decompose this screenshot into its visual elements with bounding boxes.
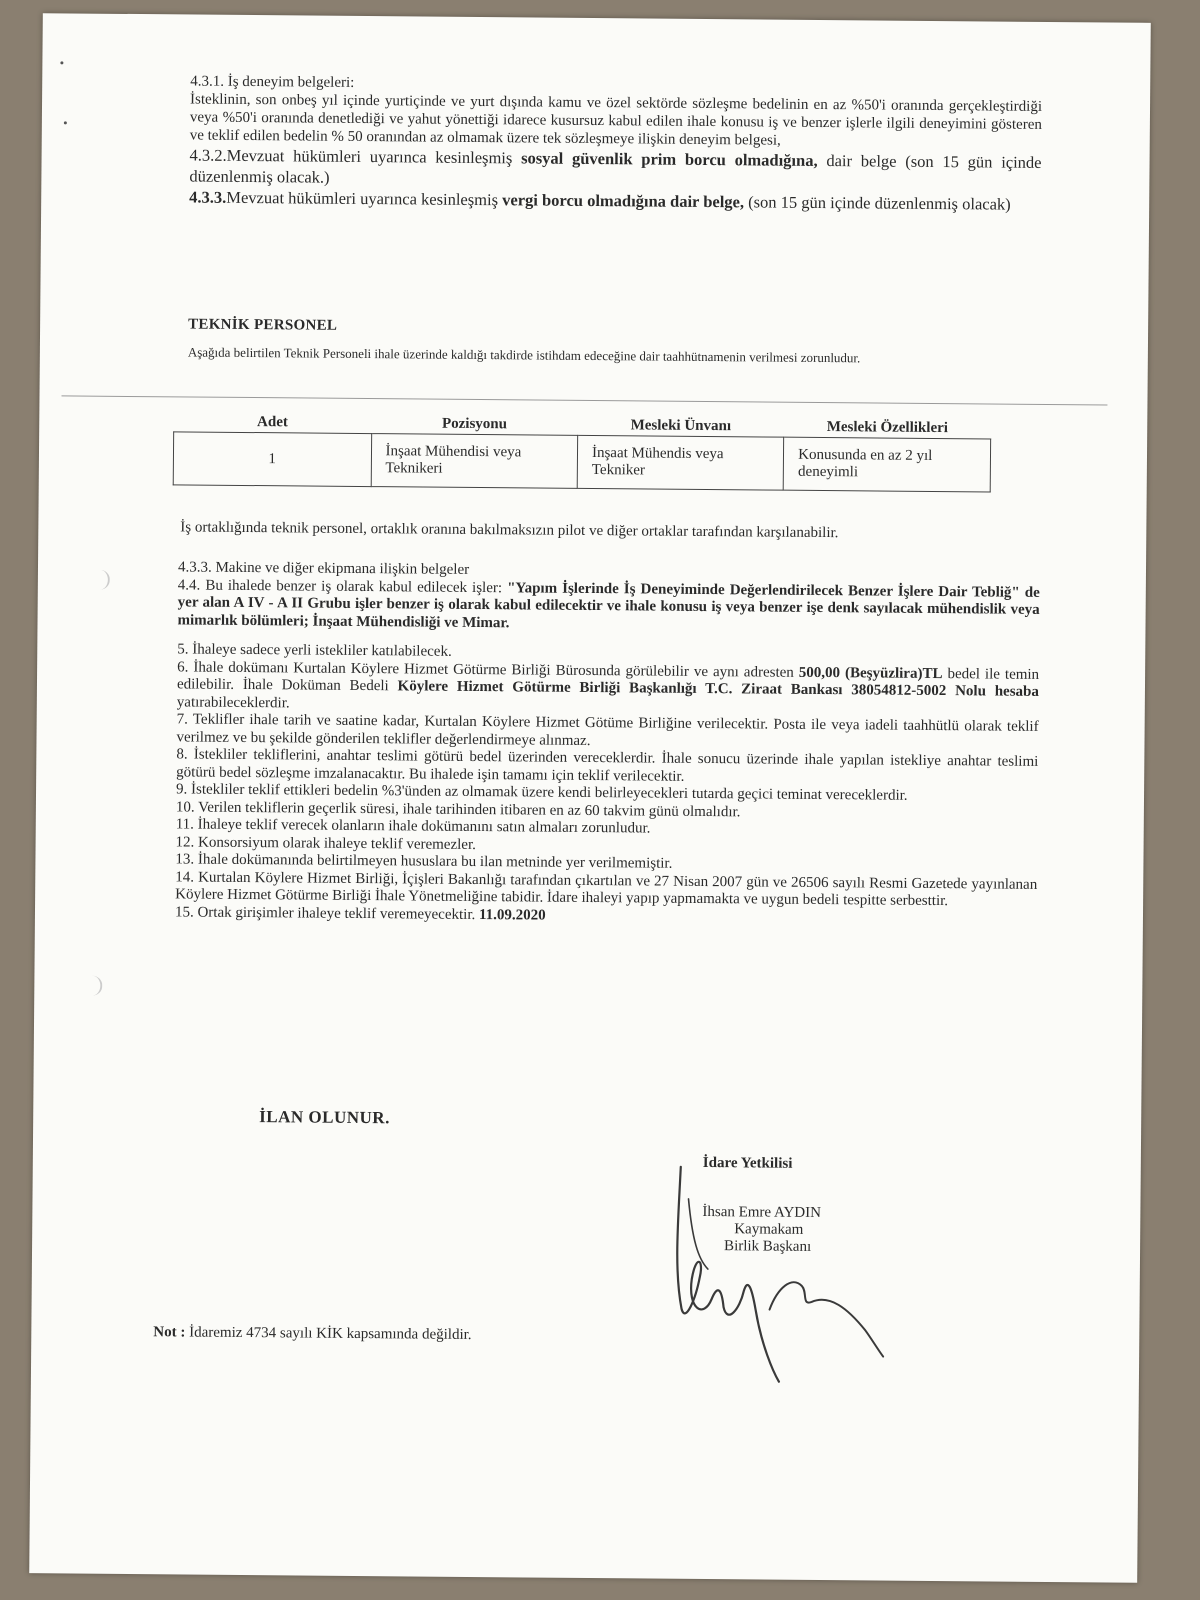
column-header: Mesleki Özellikleri — [826, 418, 949, 436]
item-13: 13. İhale dokümanında belirtilmeyen hususlara bu ilan metninde yer verilmemiştir. — [175, 851, 673, 872]
table-row — [173, 432, 990, 492]
announcement-date: 11.09.2020 — [478, 906, 546, 924]
item-5: 5. İhaleye sadece yerli istekliler katılabilecek. — [177, 641, 452, 660]
cell-unvan: İnşaat Mühendis veya Tekniker — [577, 435, 784, 490]
signatory-role: Kaymakam — [734, 1221, 804, 1238]
signatory-name: İhsan Emre AYDIN — [702, 1203, 822, 1222]
technical-personnel-table — [173, 409, 992, 492]
paper-speck — [60, 61, 63, 64]
joint-venture-note: İş ortaklığında teknik personel, ortaklık oranına bakılmaksızın pilot ve diğer ortaklar tarafından karşılanabilir. — [180, 519, 839, 542]
section-4-3-3: 4.3.3.Mevzuat hükümleri uyarınca kesinleşmiş vergi borcu olmadığına dair belge, (son 15 gün içinde düzenlenmiş olacak) — [189, 187, 1011, 214]
cell-pozisyonu: İnşaat Mühendisi veya Teknikeri — [371, 434, 578, 489]
item-8: 8. İstekliler tekliflerini, anahtar teslimi götürü bedel üzerinden vereceklerdir. İhale sonucu üzerinde ihale yapılan istekliye anahtar teslimi götürü bedel sözleşme imzalanacaktır. Bu ihalede işin tamamı için teklif verilecektir. — [176, 746, 1039, 785]
divider-line — [61, 395, 1107, 405]
handwritten-signature — [651, 1159, 893, 1391]
teknik-personel-heading: TEKNİK PERSONEL — [188, 316, 338, 334]
footnote: Not : İdaremiz 4734 sayılı KİK kapsamında değildir. — [153, 1324, 472, 1343]
item-14: 14. Kurtalan Köylere Hizmet Birliği, İçişleri Bakanlığı tarafından çıkartılan ve 27 Nisan 2007 gün ve 26506 sayılı Resmi Gazetede yayınlanan Köylere Hizmet Götürme Birliği İhale Yönetmeliğine tabidir. İdare ihaleyi yapıp yapmamakta ve uygun bedeli tespitte serbesttir. — [175, 868, 1038, 910]
punch-hole-mark — [82, 976, 102, 996]
column-header: Adet — [257, 413, 288, 430]
cell-adet: 1 — [173, 432, 371, 487]
ilan-olunur-heading: İLAN OLUNUR. — [259, 1107, 390, 1128]
teknik-personel-intro: Aşağıda belirtilen Teknik Personeli ihale üzerinde kaldığı takdirde istihdam edeceğine dair taahhütnamenin verilmesi zorunludur. — [187, 344, 861, 366]
item-6: 6. İhale dokümanı Kurtalan Köylere Hizmet Götürme Birliği Bürosunda görülebilir ve aynı adresten 500,00 (Beşyüzlira)TL bedel ile temin edilebilir. İhale Doküman Bedeli Köylere Hizmet Götürme Birliği Başkanlığı T.C. Ziraat Bankası 38054812-5002 Nolu hesaba yatırabileceklerdir. — [176, 658, 1040, 711]
item-12: 12. Konsorsiyum olarak ihaleye teklif veremezler. — [175, 833, 476, 853]
signatory-title: İdare Yetkilisi — [702, 1154, 793, 1172]
item-10: 10. Verilen tekliflerin geçerlik süresi, ihale tarihinden itibaren en az 60 takvim günü olmalıdır. — [175, 798, 741, 820]
document-page — [29, 13, 1151, 1583]
item-9: 9. İstekliler teklif ettikleri bedelin %3'ünden az olmamak üzere kendi belirleyecekleri tutarda geçici teminat vereceklerdir. — [175, 781, 908, 804]
section-4-3-1-title: 4.3.1. İş deneyim belgeleri: — [190, 73, 355, 91]
section-4-4: 4.4. Bu ihalede benzer iş olarak kabul edilecek işler: "Yapım İşlerinde İş Deneyiminde Değerlendirilecek Benzer İşlere Dair Tebliğ" de yer alan A IV - A II Grubu işler benzer iş olarak kabul edilecektir ve ihale konusu iş veya benzer işe denk sayılacak mühendislik veya mimarlık bölümleri; İnşaat Mühendisliği ve Mimar. — [177, 576, 1040, 631]
signatory-role-2: Birlik Başkanı — [724, 1238, 812, 1255]
item-7: 7. Teklifler ihale tarih ve saatine kadar, Kurtalan Köylere Hizmet Götüme Birliğine verilecektir. Posta ile veya iadeli taahhütlü olarak teklif verilmez ve bu şekilde gönderilen teklifler değerlendirmeye alınmaz. — [176, 711, 1039, 749]
section-4-3-3-equipment: 4.3.3. Makine ve diğer ekipmana ilişkin belgeler — [177, 559, 470, 578]
section-4-3-1-text: İsteklinin, son onbeş yıl içinde yurtiçinde ve yurt dışında kamu ve özel sektörde sözleşme bedelinin en az %50'i oranında gerçekleştirdiği veya %50'i oranında denetlediği ve yahut yönettiği idarece kusursuz kabul edilen ihale konusu iş ve benzer işlerle ilgili deneyimini gösteren ve teklif edilen bedelin % 50 oranından az olmamak üzere tek sözleşmeye ilişkin deneyim belgesi, — [189, 91, 1043, 149]
column-header: Mesleki Ünvanı — [630, 416, 732, 434]
section-4-3-2: 4.3.2.Mevzuat hükümleri uyarınca kesinleşmiş sosyal güvenlik prim borcu olmadığına, dair belge (son 15 gün içinde düzenlenmiş olacak.) — [189, 145, 1042, 187]
punch-hole-mark — [90, 570, 110, 590]
cell-ozellik: Konusunda en az 2 yıl deneyimli — [783, 437, 990, 492]
item-11: 11. İhaleye teklif verecek olanların ihale dokümanını satın almaları zorunludur. — [175, 816, 651, 837]
item-15: 15. Ortak girişimler ihaleye teklif veremeyecektir. 11.09.2020 — [174, 903, 546, 924]
tender-conditions — [175, 559, 1040, 929]
column-header: Pozisyonu — [441, 415, 508, 432]
requirements-section — [189, 72, 1042, 214]
paper-speck — [64, 121, 67, 124]
